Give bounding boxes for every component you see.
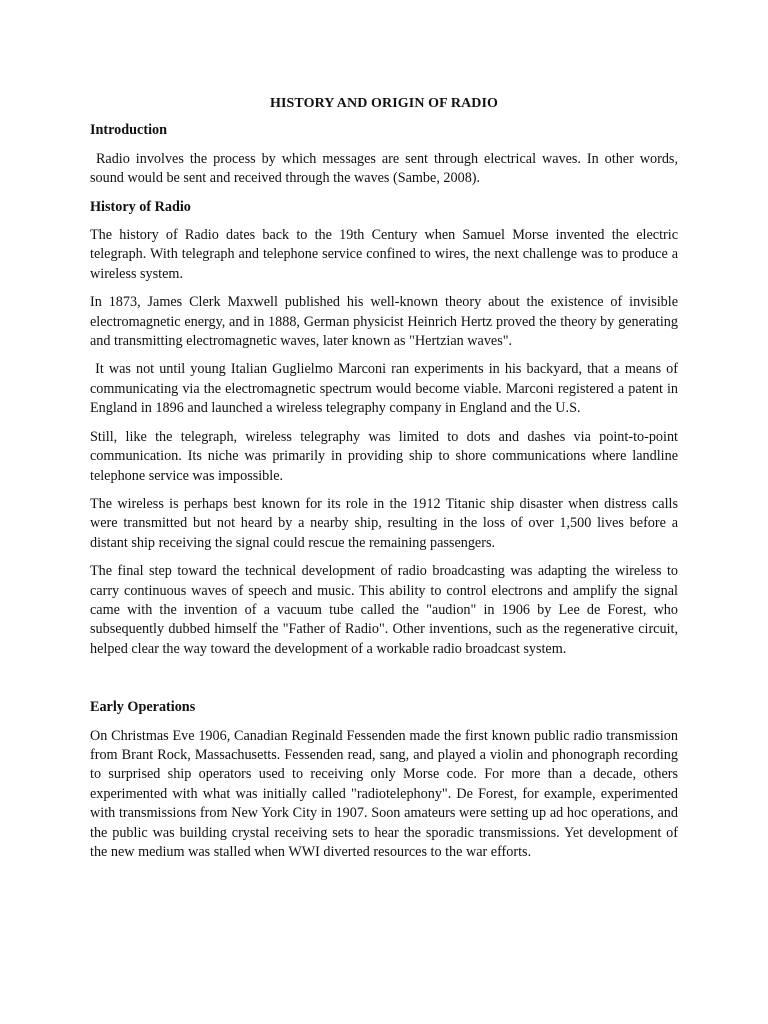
heading-early-operations: Early Operations <box>90 699 196 716</box>
heading-history-of-radio: History of Radio <box>90 198 191 215</box>
paragraph-history-2: In 1873, James Clerk Maxwell published his well-known theory about the existence of invisible electromagnetic energy, and in 1888, German physicist Heinrich Hertz proved the theory by generating and transmitting electromagnetic waves, later known as "Hertzian waves". <box>90 294 678 350</box>
heading-introduction: Introduction <box>90 122 167 139</box>
paragraph-history-5: The wireless is perhaps best known for its role in the 1912 Titanic ship disaster when distress calls were transmitted but not heard by a nearby ship, resulting in the loss of over 1,500 lives before a distant ship receiving the signal could rescue the remaining passengers. <box>90 495 678 551</box>
document-title: HISTORY AND ORIGIN OF RADIO <box>269 96 499 111</box>
paragraph-history-4: Still, like the telegraph, wireless telegraphy was limited to dots and dashes via point-to-point communication. Its niche was primarily in providing ship to shore communications where landline telephone service was impossible. <box>90 428 678 484</box>
document-page <box>90 94 682 871</box>
paragraph-history-1: The history of Radio dates back to the 19th Century when Samuel Morse invented the electric telegraph. With telegraph and telephone service confined to wires, the next challenge was to produce a wireless system. <box>90 227 678 282</box>
paragraph-history-3: It was not until young Italian Guglielmo Marconi ran experiments in his backyard, that a means of communicating via the electromagnetic spectrum would become viable. Marconi registered a patent in England in 1896 and launched a wireless telegraphy company in England and the U.S. <box>90 361 682 417</box>
section-spacer <box>90 668 678 698</box>
paragraph-early-operations-1: On Christmas Eve 1906, Canadian Reginald Fessenden made the first known public radio transmission from Brant Rock, Massachusetts. Fessenden read, sang, and played a violin and phonograph recording to surprised ship operators used to receiving only Morse code. For more than a decade, others experimented with what was initially called "radiotelephony". De Forest, for example, experimented with transmissions from New York City in 1907. Soon amateurs were setting up ad hoc operations, and the public was building crystal receiving sets to hear the sporadic transmissions. Yet development of the new medium was stalled when WWI diverted resources to the war efforts. <box>90 727 678 860</box>
paragraph-introduction-1: Radio involves the process by which messages are sent through electrical waves. In other words, sound would be sent and received through the waves (Sambe, 2008). <box>90 150 682 187</box>
paragraph-history-6: The final step toward the technical development of radio broadcasting was adapting the wireless to carry continuous waves of speech and music. This ability to control electrons and amplify the signal came with the invention of a vacuum tube called the "audion" in 1906 by Lee de Forest, who subsequently dubbed himself the "Father of Radio". Other inventions, such as the regenerative circuit, helped clear the way toward the development of a workable radio broadcast system. <box>90 563 678 657</box>
